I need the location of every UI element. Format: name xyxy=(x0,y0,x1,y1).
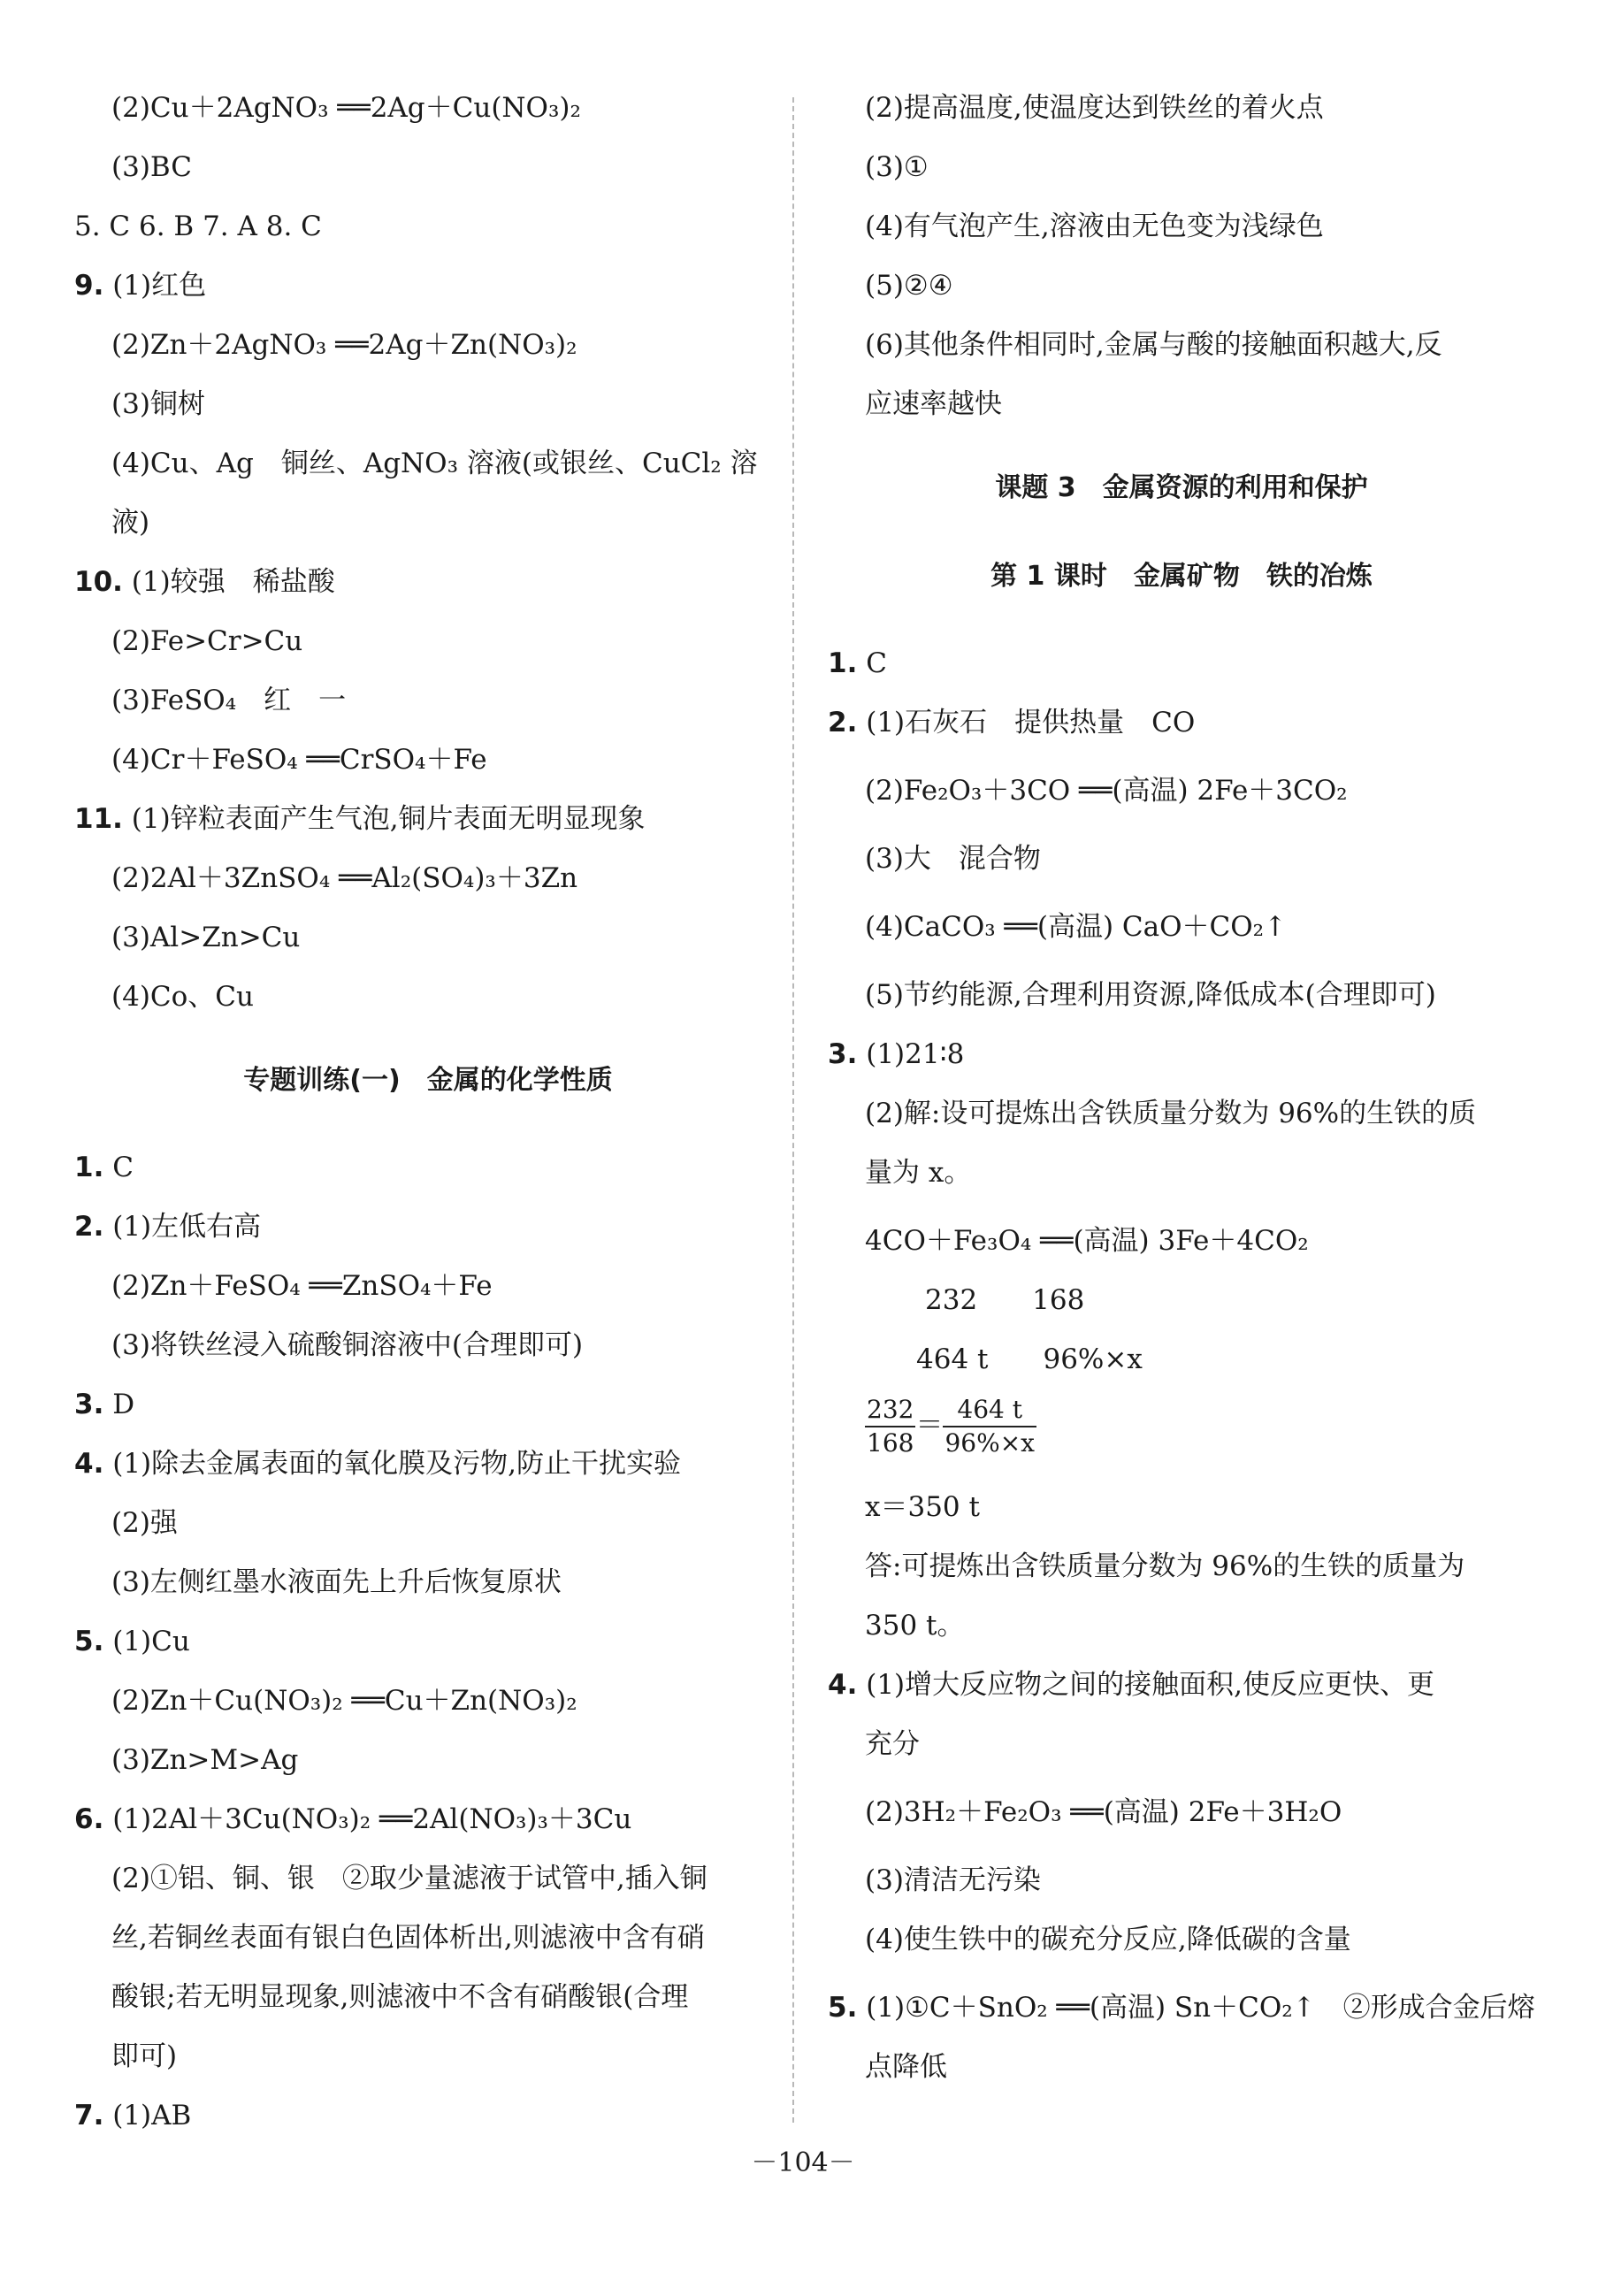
answer-line: (3)FeSO₄ 红 一 xyxy=(111,685,347,716)
answer-line: (2)Fe>Cr>Cu xyxy=(111,625,303,657)
answer-line: 3. (1)21∶8 xyxy=(828,1038,965,1070)
answer-line: 充分 xyxy=(865,1728,920,1760)
equation-line: (4)CaCO₃ ══(高温) CaO＋CO₂↑ xyxy=(865,911,1288,943)
answer-line: 点降低 xyxy=(865,2051,947,2083)
question-number: 7. xyxy=(74,2100,104,2131)
question-number: 3. xyxy=(828,1038,858,1070)
section-heading: 专题训练(一) 金属的化学性质 xyxy=(243,1065,613,1096)
answer-line: 应速率越快 xyxy=(865,388,1002,420)
answer-line: 答:可提炼出含铁质量分数为 96%的生铁的质量为 xyxy=(865,1550,1465,1582)
answer-line: 酸银;若无明显现象,则滤液中不含有硝酸银(合理 xyxy=(111,1981,689,2013)
answer-line: 2. (1)左低右高 xyxy=(74,1211,262,1243)
question-number: 3. xyxy=(74,1389,104,1420)
question-number: 2. xyxy=(74,1211,104,1243)
mass-value-line: 464 t 96%×x xyxy=(916,1343,1143,1375)
answer-line: 4. (1)增大反应物之间的接触面积,使反应更快、更 xyxy=(828,1669,1434,1701)
answer-line: 量为 x。 xyxy=(865,1157,972,1189)
answer-line: 6. (1)2Al＋3Cu(NO₃)₂ ══2Al(NO₃)₃＋3Cu xyxy=(74,1803,632,1835)
question-number: 5. xyxy=(74,1626,104,1657)
answer-line: (3)将铁丝浸入硫酸铜溶液中(合理即可) xyxy=(111,1329,584,1361)
answer-line: 1. C xyxy=(74,1152,134,1183)
answer-line: (4)Cu、Ag 铜丝、AgNO₃ 溶液(或银丝、CuCl₂ 溶 xyxy=(111,448,758,479)
answer-line: 3. D xyxy=(74,1389,135,1420)
answer-line: 5. (1)①C＋SnO₂ ══(高温) Sn＋CO₂↑ ②形成合金后熔 xyxy=(828,1992,1535,2024)
fraction: $\frac{464 t}{96\%\times x}$ xyxy=(944,1395,1035,1458)
answer-line: 2. (1)石灰石 提供热量 CO xyxy=(828,707,1196,739)
answer-line: (5)②④ xyxy=(865,270,953,302)
question-number: 1. xyxy=(828,647,858,679)
question-number: 1. xyxy=(74,1152,104,1183)
answer-line: 9. (1)红色 xyxy=(74,270,207,302)
answer-line: (3)清洁无污染 xyxy=(865,1864,1041,1896)
answer-line: (4)Co、Cu xyxy=(111,981,254,1013)
answer-line: (6)其他条件相同时,金属与酸的接触面积越大,反 xyxy=(865,329,1442,361)
answer-line: (3)① xyxy=(865,151,929,183)
answer-line: (2)Zn＋Cu(NO₃)₂ ══Cu＋Zn(NO₃)₂ xyxy=(111,1685,577,1717)
answer-line: (2)2Al＋3ZnSO₄ ══Al₂(SO₄)₃＋3Zn xyxy=(111,862,578,894)
answer-line: 丝,若铜丝表面有银白色固体析出,则滤液中含有硝 xyxy=(111,1922,705,1954)
answer-line: 1. C xyxy=(828,647,887,679)
answer-line: 即可) xyxy=(111,2040,178,2072)
answer-line: (3)大 混合物 xyxy=(865,843,1041,875)
lesson-heading: 第 1 课时 金属矿物 铁的冶炼 xyxy=(990,561,1373,592)
question-number: 6. xyxy=(74,1803,104,1835)
answer-line: (2)强 xyxy=(111,1507,178,1539)
question-number: 4. xyxy=(828,1669,858,1701)
answer-line: (2)提高温度,使温度达到铁丝的着火点 xyxy=(865,92,1324,124)
answer-line: (3)Al>Zn>Cu xyxy=(111,922,301,953)
answer-line: 5. (1)Cu xyxy=(74,1626,190,1657)
answer-line: (2)Zn＋2AgNO₃ ══2Ag＋Zn(NO₃)₂ xyxy=(111,329,577,361)
answer-line: (3)左侧红墨水液面先上升后恢复原状 xyxy=(111,1566,562,1598)
proportion-equation: $\frac{232}{168}$ ＝ $\frac{464 t}{96\%\times x}$ xyxy=(867,1395,1035,1458)
answer-line: (4)使生铁中的碳充分反应,降低碳的含量 xyxy=(865,1924,1351,1955)
question-number: 10. xyxy=(74,566,123,598)
question-number: 9. xyxy=(74,270,104,302)
question-number: 5. xyxy=(828,1992,858,2024)
answer-line: 4. (1)除去金属表面的氧化膜及污物,防止干扰实验 xyxy=(74,1448,681,1480)
answer-line: 11. (1)锌粒表面产生气泡,铜片表面无明显现象 xyxy=(74,803,646,835)
answer-line: 5. C 6. B 7. A 8. C xyxy=(74,210,322,242)
question-number: 2. xyxy=(828,707,858,739)
answer-line: (3)Zn>M>Ag xyxy=(111,1744,299,1776)
equation-line: (2)3H₂＋Fe₂O₃ ══(高温) 2Fe＋3H₂O xyxy=(865,1796,1342,1828)
question-number: 4. xyxy=(74,1448,104,1480)
answer-line: (2)①铝、铜、银 ②取少量滤液于试管中,插入铜 xyxy=(111,1863,707,1894)
answer-line: 10. (1)较强 稀盐酸 xyxy=(74,566,335,598)
fraction: $\frac{232}{168}$ xyxy=(867,1395,914,1458)
answer-line: (4)Cr＋FeSO₄ ══CrSO₄＋Fe xyxy=(111,744,487,776)
mass-ratio-line: 232 168 xyxy=(925,1284,1085,1316)
answer-line: 7. (1)AB xyxy=(74,2100,192,2131)
page-number: －104－ xyxy=(751,2147,855,2178)
answer-line: (2)Cu＋2AgNO₃ ══2Ag＋Cu(NO₃)₂ xyxy=(111,92,581,124)
answer-line: (2)解:设可提炼出含铁质量分数为 96%的生铁的质 xyxy=(865,1098,1477,1129)
answer-line: (5)节约能源,合理利用资源,降低成本(合理即可) xyxy=(865,979,1436,1011)
answer-line: (2)Zn＋FeSO₄ ══ZnSO₄＋Fe xyxy=(111,1270,493,1302)
equation-line: 4CO＋Fe₃O₄ ══(高温) 3Fe＋4CO₂ xyxy=(865,1225,1309,1257)
answer-line: x＝350 t xyxy=(865,1491,980,1523)
answer-line: (3)铜树 xyxy=(111,388,205,420)
section-heading: 课题 3 金属资源的利用和保护 xyxy=(995,472,1368,503)
question-number: 11. xyxy=(74,803,123,835)
answer-line: (3)BC xyxy=(111,151,192,183)
equation-line: (2)Fe₂O₃＋3CO ══(高温) 2Fe＋3CO₂ xyxy=(865,775,1348,807)
column-divider xyxy=(792,97,794,2123)
answer-line: (4)有气泡产生,溶液由无色变为浅绿色 xyxy=(865,210,1324,242)
answer-line: 350 t。 xyxy=(865,1610,965,1642)
answer-line: 液) xyxy=(111,507,150,539)
